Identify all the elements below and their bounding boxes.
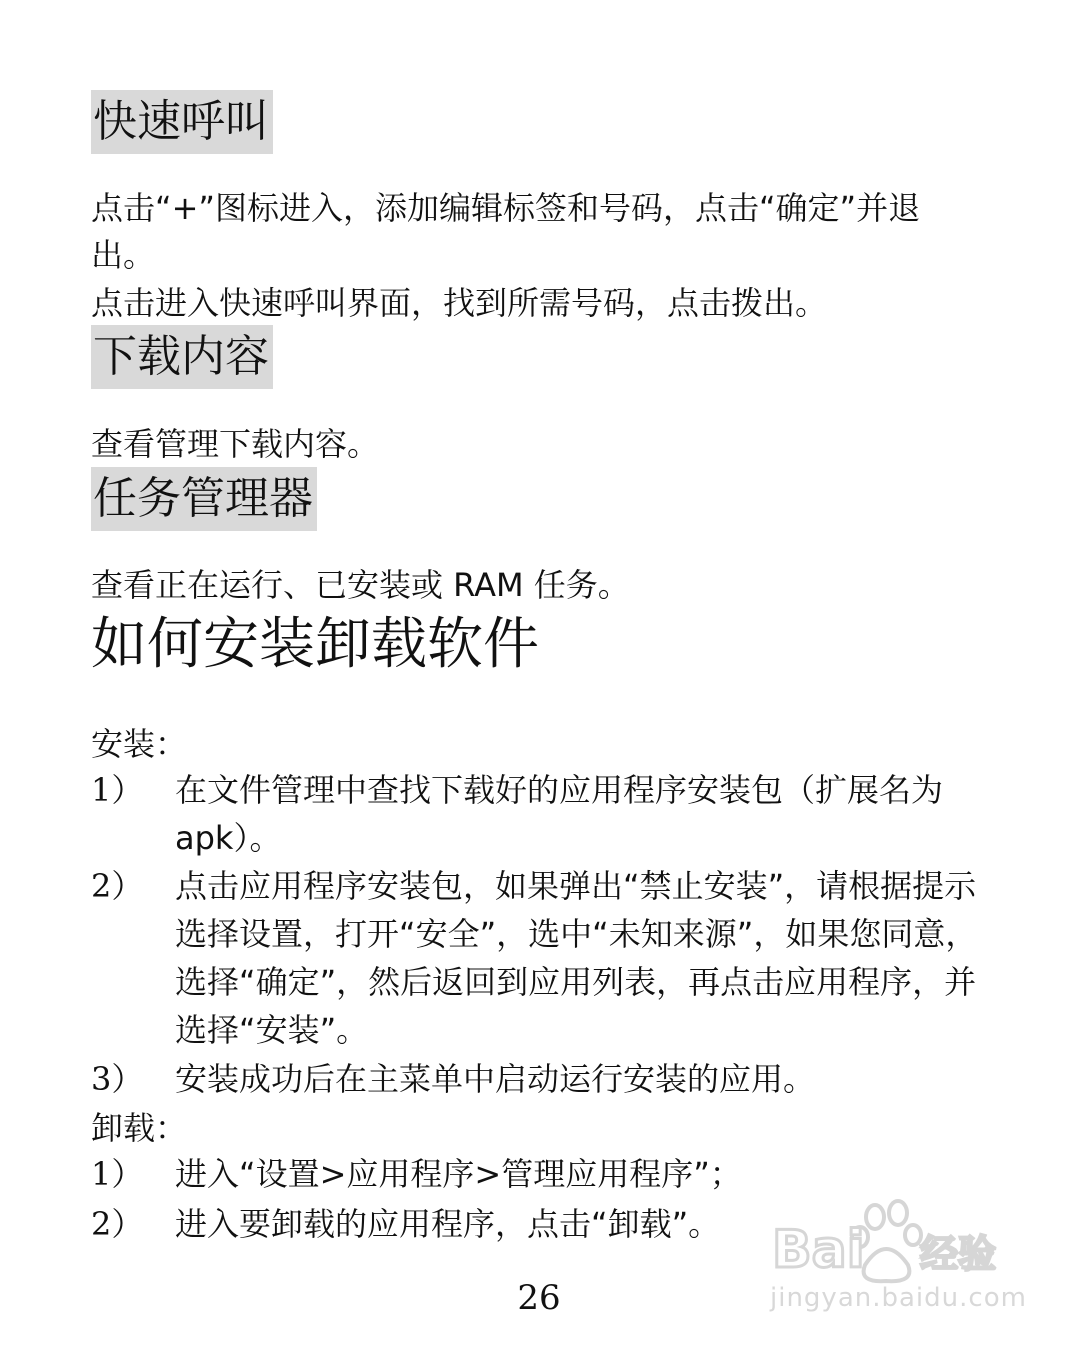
uninstall-step-2-number: 2） (91, 1205, 144, 1243)
install-step-3-text: 安装成功后在主菜单中启动运行安装的应用。 (175, 1060, 816, 1098)
task-manager-paragraph: 查看正在运行、已安装或 RAM 任务。 (91, 566, 630, 604)
heading-downloads: 下载内容 (91, 325, 273, 389)
uninstall-step-2-text: 进入要卸载的应用程序，点击“卸载”。 (175, 1205, 721, 1243)
install-step-2-number: 2） (91, 867, 144, 905)
speed-dial-paragraph-1-line-1: 点击“+”图标进入，添加编辑标签和号码，点击“确定”并退 (91, 189, 921, 227)
watermark-url: jingyan.baidu.com (770, 1283, 1027, 1313)
speed-dial-paragraph-2: 点击进入快速呼叫界面，找到所需号码，点击拨出。 (91, 284, 828, 322)
svg-text:经验: 经验 (920, 1232, 997, 1276)
install-step-1-text: 在文件管理中查找下载好的应用程序安装包（扩展名为apk）。 (175, 771, 944, 857)
heading-install-uninstall: 如何安装卸载软件 (91, 612, 539, 677)
install-step-3-number: 3） (91, 1060, 144, 1098)
speed-dial-paragraph-1-line-2: 出。 (91, 236, 156, 274)
svg-text:Bai: Bai (772, 1220, 865, 1280)
uninstall-label: 卸载： (91, 1109, 188, 1147)
install-label: 安装： (91, 725, 188, 763)
uninstall-step-1-text: 进入“设置>应用程序>管理应用程序”； (175, 1155, 742, 1193)
heading-task-manager: 任务管理器 (91, 467, 317, 531)
downloads-paragraph: 查看管理下载内容。 (91, 425, 380, 463)
page-number: 26 (517, 1278, 561, 1318)
heading-speed-dial: 快速呼叫 (91, 90, 273, 154)
uninstall-step-1-number: 1） (91, 1155, 144, 1193)
install-step-2-text: 点击应用程序安装包，如果弹出“禁止安装”，请根据提示选择设置，打开“安全”，选中“未知来源”，如果您同意，选择“确定”，然后返回到应用列表，再点击应用程序，并选择“安装”。 (175, 867, 978, 1049)
install-step-1-number: 1） (91, 771, 144, 809)
